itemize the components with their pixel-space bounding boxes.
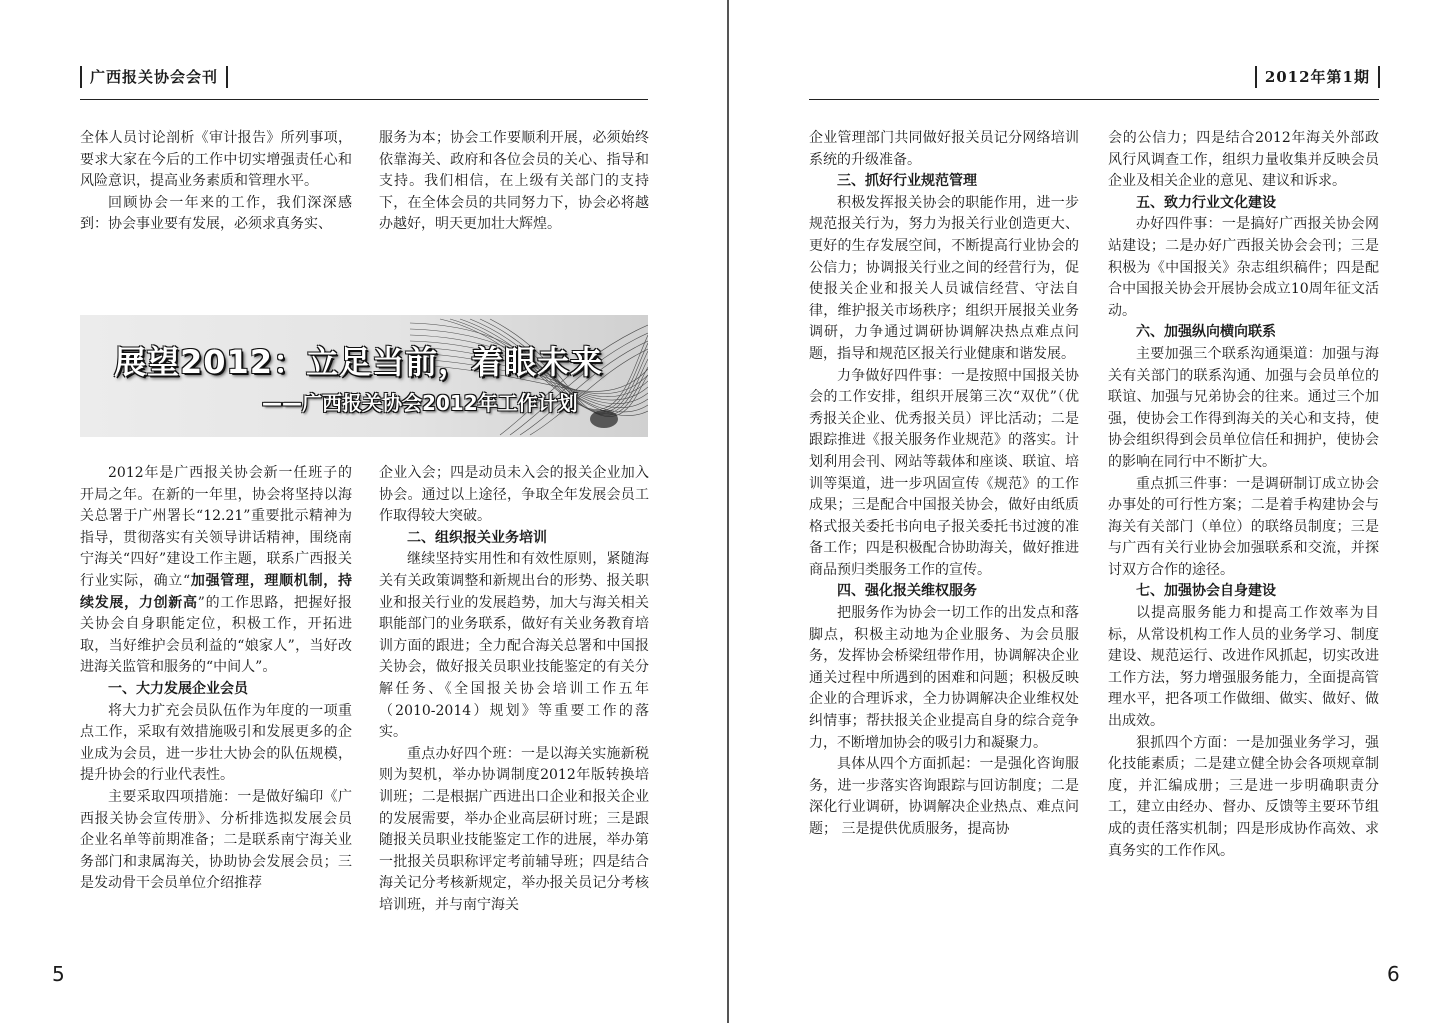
section-heading: 三、抓好行业规范管理 xyxy=(837,173,977,190)
section-heading: 六、加强纵向横向联系 xyxy=(1136,324,1276,341)
section-heading: 一、大力发展企业会员 xyxy=(108,680,248,697)
paragraph: 会的公信力；四是结合2012年海关外部政风行风调查工作，组织力量收集并反映会员企业及相关企业的意见、建议和诉求。 xyxy=(1108,130,1379,190)
page-number: 6 xyxy=(1387,962,1400,986)
paragraph: 重点办好四个班：一是以海关实施新税则为契机，举办协调制度2012年版转换培训班；二是根据广西进出口企业和报关企业的发展需要，举办企业高层研讨班；三是跟随报关员职业技能鉴定工作的进展，举办第一批报关员职称评定考前辅导班；四是结合海关记分考核新规定，举办报关员记分考核培训班，并与南宁海关 xyxy=(379,745,649,913)
paragraph: 将大力扩充会员队伍作为年度的一项重点工作，采取有效措施吸引和发展更多的企业成为会员，进一步壮大协会的队伍规模，提升协会的行业代表性。 xyxy=(80,702,352,784)
paragraph: 以提高服务能力和提高工作效率为目标，从常设机构工作人员的业务学习、制度建设、规范运行、改进作风抓起，切实改进工作方法，努力增强服务能力，全面提高管理水平，把各项工作做细、做实、做好、做出成效。 xyxy=(1108,605,1379,730)
paragraph: 狠抓四个方面：一是加强业务学习，强化技能素质；二是建立健全协会各项规章制度，并汇编成册；三是进一步明确职责分工，建立由经办、督办、反馈等主要环节组成的责任落实机制；四是形成协作高效、求真务实的工作作风。 xyxy=(1108,734,1379,859)
right-column-2 xyxy=(1108,128,1379,862)
paragraph: 主要加强三个联系沟通渠道：加强与海关有关部门的联系沟通、加强与会员单位的联谊、加强与兄弟协会的往来。通过三个加强，使协会工作得到海关的关心和支持，使协会组织得到会员单位信任和拥护，使协会的影响在同行中不断扩大。 xyxy=(1108,345,1379,470)
paragraph: 力争做好四件事：一是按照中国报关协会的工作安排，组织开展第三次“双优”（优秀报关企业、优秀报关员）评比活动；二是跟踪推进《报关服务作业规范》的落实。计划利用会刊、网站等载体和座谈、联谊、培训等渠道，进一步巩固宣传《规范》的工作成果；三是配合中国报关协会，做好由纸质格式报关委托书向电子报关委托书过渡的准备工作；四是积极配合协助海关，做好推进商品预归类服务工作的宣传。 xyxy=(809,367,1079,578)
body-column-2 xyxy=(379,463,649,916)
paragraph: 具体从四个方面抓起：一是强化咨询服务，进一步落实咨询跟踪与回访制度；二是深化行业调研，协调解决企业热点、难点问题； 三是提供优质服务，提高协 xyxy=(809,756,1079,837)
banner-title: 展望2012：立足当前，着眼未来 xyxy=(114,343,604,381)
right-page xyxy=(729,0,1456,1023)
section-heading: 七、加强协会自身建设 xyxy=(1136,583,1276,600)
left-page xyxy=(0,0,727,1023)
paragraph: 主要采取四项措施：一是做好编印《广西报关协会宣传册》、分析排选拟发展会员企业名单等前期准备；二是联系南宁海关业务部门和隶属海关，协助协会发展会员；三是发动骨干会员单位介绍推荐 xyxy=(80,788,352,892)
top-column-1 xyxy=(80,128,352,236)
paragraph: 全体人员讨论剖析《审计报告》所列事项，要求大家在今后的工作中切实增强责任心和风险意识，提高业务素质和管理水平。 xyxy=(80,130,352,190)
paragraph: 办好四件事：一是搞好广西报关协会网站建设；二是办好广西报关协会会刊；三是积极为《中国报关》杂志组织稿件；四是配合中国报关协会开展协会成立10周年征文活动。 xyxy=(1108,216,1379,319)
header-rule xyxy=(80,99,648,100)
paragraph: 2012年是广西报关协会新一任班子的开局之年。在新的一年里，协会将坚持以海关总署于广州署长“12.21”重要批示精神为指导，贯彻落实有关领导讲话精神，围绕南宁海关“四好”建设工作主题，联系广西报关行业实际，确立“加强管理，理顺机制，持续发展，力创新高”的工作思路，把握好报关协会自身职能定位，积极工作，开拓进取，当好维护会员利益的“娘家人”，当好改进海关监管和服务的“中间人”。 xyxy=(80,465,352,676)
banner-subtitle: ——广西报关协会2012年工作计划 xyxy=(262,391,578,415)
paragraph: 重点抓三件事：一是调研制订成立协会办事处的可行性方案；二是着手构建协会与海关有关部门（单位）的联络员制度；三是与广西有关行业协会加强联系和交流，并探讨双方合作的途径。 xyxy=(1108,475,1379,578)
paragraph: 积极发挥报关协会的职能作用，进一步规范报关行为，努力为报关行业创造更大、更好的生存发展空间，不断提高行业协会的公信力；协调报关行业之间的经营行为，促使报关企业和报关人员诚信经营、守法自律，维护报关市场秩序；组织开展报关业务调研，力争通过调研协调解决热点难点问题，指导和规范区报关行业健康和谐发展。 xyxy=(809,194,1079,362)
paragraph: 继续坚持实用性和有效性原则，紧随海关有关政策调整和新规出台的形势、报关职业和报关行业的发展趋势，加大与海关相关职能部门的业务联系，做好有关业务教育培训方面的跟进；全力配合海关总署和中国报关协会，做好报关员职业技能鉴定的有关分解任务、《全国报关协会培训工作五年（2010-2014）规划》等重要工作的落实。 xyxy=(379,551,649,741)
header-rule xyxy=(809,99,1379,100)
bold-emphasis: 加强管理，理顺机制，持续发展，力创新高 xyxy=(80,572,352,611)
top-column-2 xyxy=(379,128,649,236)
section-heading: 二、组织报关业务培训 xyxy=(407,529,547,546)
right-column-1 xyxy=(809,128,1079,841)
section-heading: 五、致力行业文化建设 xyxy=(1136,194,1276,211)
issue-header: 2012年第1期 xyxy=(1255,66,1380,88)
journal-title-header: 广西报关协会会刊 xyxy=(80,66,228,88)
article-title-banner xyxy=(80,315,648,437)
paragraph: 企业管理部门共同做好报关员记分网络培训系统的升级准备。 xyxy=(809,130,1079,168)
section-heading: 四、强化报关维权服务 xyxy=(837,583,977,600)
paragraph: 服务为本；协会工作要顺利开展，必须始终依靠海关、政府和各位会员的关心、指导和支持。我们相信，在上级有关部门的支持下，在全体会员的共同努力下，协会必将越办越好，明天更加壮大辉煌。 xyxy=(379,130,649,233)
paragraph: 回顾协会一年来的工作，我们深深感到：协会事业要有发展，必须求真务实、 xyxy=(80,194,352,233)
body-column-1 xyxy=(80,463,352,895)
paragraph: 企业入会；四是动员未入会的报关企业加入协会。通过以上途径，争取全年发展会员工作取得较大突破。 xyxy=(379,465,649,525)
paragraph: 把服务作为协会一切工作的出发点和落脚点，积极主动地为企业服务、为会员服务，发挥协会桥梁纽带作用，协调解决企业通关过程中所遇到的困难和问题；积极反映企业的合理诉求，全力协调解决企业维权处纠情事；帮扶报关企业提高自身的综合竞争力，不断增加协会的吸引力和凝聚力。 xyxy=(809,605,1079,751)
page-number: 5 xyxy=(52,962,65,986)
